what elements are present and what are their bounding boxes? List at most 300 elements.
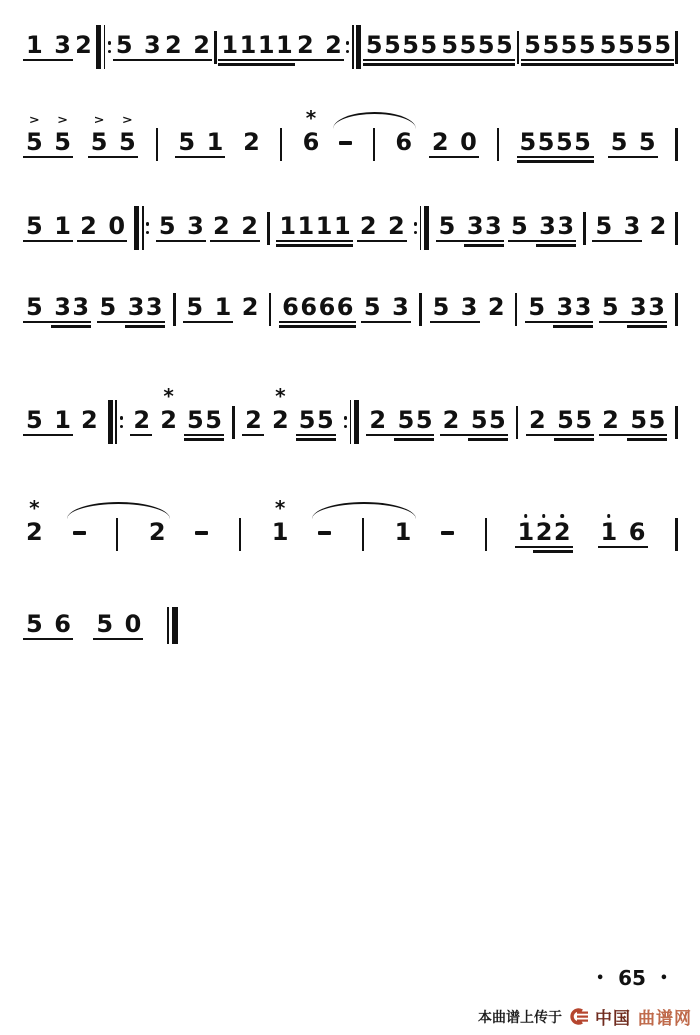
note-group <box>271 384 289 434</box>
note-group <box>529 408 592 432</box>
note: 5 <box>26 610 43 638</box>
note: 5 <box>415 406 433 434</box>
beam-underline <box>508 240 576 243</box>
beam-underline <box>599 321 667 324</box>
barline <box>116 518 119 551</box>
note-group <box>100 295 163 319</box>
note: 3 <box>648 293 665 321</box>
barline <box>517 31 520 64</box>
note: 6 <box>54 610 71 638</box>
note: 5 <box>363 293 381 321</box>
note: 3 <box>187 212 204 240</box>
note: 2 <box>241 293 258 321</box>
page-number <box>596 966 668 990</box>
thin-bar <box>352 25 354 69</box>
note: 1 <box>26 31 43 59</box>
note: 3 <box>623 212 640 240</box>
beam-underline <box>597 63 674 66</box>
note: 5 <box>402 31 419 59</box>
beam-underline <box>533 550 573 553</box>
score-line <box>26 214 678 250</box>
note: 1 <box>206 128 223 156</box>
note: 1 <box>297 212 314 240</box>
note: 6 <box>282 293 299 321</box>
thin-bar <box>167 607 169 644</box>
barline <box>362 518 365 551</box>
beam-underline <box>464 244 504 247</box>
score-line <box>26 612 678 644</box>
score-line <box>26 384 678 444</box>
note: 5 <box>26 406 43 434</box>
note-group <box>116 33 160 57</box>
thick-bar <box>134 206 139 250</box>
note-group <box>600 33 671 57</box>
watermark-prefix-text: 本曲谱上传于 <box>478 1009 562 1026</box>
beam-underline <box>366 434 434 437</box>
note-group <box>488 295 504 319</box>
beam-underline <box>279 325 356 328</box>
note: 0 <box>124 610 141 638</box>
note-group <box>369 408 432 432</box>
note: 3 <box>392 293 409 321</box>
repeat-dot <box>344 416 347 419</box>
note: 6 <box>395 128 412 156</box>
note: 2 <box>359 212 377 240</box>
note: 5 <box>365 31 383 59</box>
note: 2 <box>388 212 405 240</box>
dash-continuation <box>441 531 454 535</box>
note-group <box>160 384 177 434</box>
note: 5 <box>178 128 195 156</box>
note: 5 <box>186 293 203 321</box>
beam-underline <box>184 434 224 437</box>
note: 3 <box>630 293 647 321</box>
thick-bar <box>96 25 101 69</box>
thin-bar <box>420 206 422 250</box>
repeat-dot <box>344 425 347 428</box>
ornament-star-icon: * <box>29 496 40 520</box>
dash-continuation <box>339 141 352 145</box>
thin-bar <box>115 400 117 444</box>
score-line <box>26 33 678 69</box>
score-line <box>26 496 678 551</box>
note-group <box>242 295 258 319</box>
note-group <box>187 408 221 432</box>
repeat-start-barline <box>108 400 123 444</box>
note: 2 <box>241 212 258 240</box>
note: 2 <box>487 293 505 321</box>
note: 3 <box>54 31 71 59</box>
note-group <box>611 130 655 154</box>
beam-underline <box>210 240 260 243</box>
beam-underline <box>430 321 480 324</box>
beam-underline <box>438 63 515 66</box>
beam-underline <box>296 438 336 441</box>
score-line <box>26 295 678 326</box>
note: 5 <box>575 406 592 434</box>
barline <box>675 128 678 161</box>
note: 3 <box>574 293 591 321</box>
note: 3 <box>127 293 144 321</box>
page-number-dot-right: • <box>659 970 668 986</box>
note: 3 <box>145 293 163 321</box>
beam-underline <box>361 321 411 324</box>
barline <box>497 128 500 161</box>
note: 5 <box>459 31 476 59</box>
note: 0 <box>460 128 477 156</box>
note: 5 <box>26 212 43 240</box>
barline <box>675 31 678 64</box>
note: 2 <box>75 31 92 59</box>
note-group <box>159 214 203 238</box>
repeat-dots <box>146 206 149 250</box>
barline <box>280 128 283 161</box>
octave-dot-icon <box>560 514 564 518</box>
beam-underline <box>363 63 440 66</box>
beam-underline <box>438 59 515 62</box>
watermark-site-name-light: 曲谱网 <box>638 1004 692 1029</box>
note-group <box>395 520 411 544</box>
barline <box>675 212 678 245</box>
repeat-dot <box>146 231 149 234</box>
beam-underline <box>440 434 508 437</box>
repeat-dots <box>108 25 111 69</box>
repeat-dot <box>146 222 149 225</box>
beam-underline <box>23 321 91 324</box>
note-group <box>441 33 512 57</box>
barline <box>232 406 235 439</box>
note: 3 <box>556 293 573 321</box>
note: 5 <box>560 31 577 59</box>
note: 5 <box>441 31 458 59</box>
note: 5 <box>470 406 488 434</box>
beam-underline <box>294 59 344 62</box>
beam-underline <box>125 325 165 328</box>
note: 2 <box>369 406 386 434</box>
barline <box>516 406 519 439</box>
barline <box>239 518 242 551</box>
beam-underline <box>599 434 667 437</box>
beam-underline <box>363 59 440 62</box>
note-group <box>297 33 341 57</box>
note: 1 <box>239 31 256 59</box>
note: 3 <box>72 293 89 321</box>
note-group <box>602 295 665 319</box>
note: 5 <box>574 128 591 156</box>
note: 5 <box>636 31 653 59</box>
note-group <box>26 114 71 156</box>
beam-underline <box>162 59 212 62</box>
note-group <box>26 408 70 432</box>
beam-underline <box>597 59 674 62</box>
barline <box>675 293 678 326</box>
note-group <box>433 295 477 319</box>
barline <box>419 293 422 326</box>
ornament-star-icon: * <box>163 384 174 408</box>
note: 1 <box>333 212 351 240</box>
note-group <box>595 214 639 238</box>
repeat-dots <box>414 206 417 250</box>
thick-bar <box>172 607 178 644</box>
note: 2 <box>245 406 262 434</box>
note: 2 <box>602 406 619 434</box>
accent-icon: > <box>57 114 68 127</box>
note: 5 <box>524 31 541 59</box>
note: 5 <box>298 406 315 434</box>
note: 2 <box>536 520 552 544</box>
note-group <box>80 214 124 238</box>
note-group <box>650 214 666 238</box>
note: 2 * <box>26 496 43 546</box>
repeat-dots <box>120 400 123 444</box>
dash-continuation <box>73 531 86 535</box>
note: 0 <box>108 212 125 240</box>
note: 5 > <box>26 114 43 156</box>
note: 3 <box>466 212 484 240</box>
ornament-star-icon: * <box>305 106 316 130</box>
beam-underline <box>515 546 573 549</box>
note-group <box>90 114 136 156</box>
note: 5 <box>537 128 554 156</box>
note: 5 <box>557 406 574 434</box>
octave-dot-icon <box>524 514 528 518</box>
thick-bar <box>108 400 113 444</box>
repeat-end-barline <box>344 400 359 444</box>
note: 2 <box>148 518 166 546</box>
repeat-start-barline <box>134 206 149 250</box>
barline <box>485 518 488 551</box>
note-group <box>528 295 591 319</box>
beam-underline <box>598 546 648 549</box>
note: 5 <box>397 406 414 434</box>
beam-underline <box>429 156 479 159</box>
note-group <box>282 295 353 319</box>
note: 2 <box>442 406 459 434</box>
note: 1 <box>315 212 332 240</box>
note-group <box>271 496 288 546</box>
thin-bar <box>104 25 106 69</box>
note-group <box>149 520 165 544</box>
note-group <box>360 214 404 238</box>
ornament-star-icon: * <box>275 384 286 408</box>
ornament-star-icon: * <box>274 496 285 520</box>
beam-underline <box>521 59 598 62</box>
page-number-dot-left: • <box>596 970 605 986</box>
note: 5 <box>654 31 671 59</box>
repeat-dots <box>344 400 347 444</box>
note: 2 * <box>271 384 289 434</box>
note: 5 <box>96 610 113 638</box>
note: 5 <box>601 293 619 321</box>
beam-underline <box>592 240 642 243</box>
beam-underline <box>536 244 576 247</box>
note-group <box>96 612 140 636</box>
note: 3 <box>144 31 161 59</box>
note: 5 <box>187 406 204 434</box>
beam-underline <box>517 156 594 159</box>
barline <box>515 293 518 326</box>
site-logo-icon <box>569 1008 588 1025</box>
note: 5 <box>205 406 222 434</box>
note: 5 > <box>54 114 71 156</box>
barline <box>156 128 159 161</box>
note: 1 <box>518 520 534 544</box>
note: 5 <box>438 212 455 240</box>
note: 2 * <box>160 384 177 434</box>
note: 2 <box>649 212 666 240</box>
note: 5 <box>432 293 449 321</box>
repeat-dot <box>414 222 417 225</box>
note: 5 <box>477 31 495 59</box>
beam-underline <box>77 240 127 243</box>
note: 6 <box>336 293 353 321</box>
note-group <box>439 214 502 238</box>
note: 2 <box>213 212 230 240</box>
note-group <box>443 408 506 432</box>
note: 3 <box>54 293 71 321</box>
note: 3 <box>460 293 477 321</box>
note: 1 <box>221 31 238 59</box>
beam-underline <box>130 434 152 437</box>
note: 5 <box>595 212 612 240</box>
page-number-value: 65 <box>618 966 646 990</box>
thick-bar <box>424 206 429 250</box>
note-group <box>520 130 591 154</box>
dash-continuation <box>195 531 208 535</box>
barline <box>583 212 586 245</box>
beam-underline <box>23 59 73 62</box>
beam-underline <box>517 160 594 163</box>
beam-underline <box>436 240 504 243</box>
repeat-dot <box>108 41 111 44</box>
note-group <box>26 496 43 546</box>
note: 1 <box>394 518 411 546</box>
barline <box>675 518 678 551</box>
note: 5 <box>510 212 528 240</box>
beam-underline <box>608 156 658 159</box>
note-group <box>364 295 408 319</box>
beam-underline <box>23 434 73 437</box>
note: 1 <box>214 293 231 321</box>
note: 2 <box>296 31 314 59</box>
note: 6 <box>300 293 317 321</box>
watermark <box>478 1004 692 1029</box>
thick-bar <box>354 400 359 444</box>
note: 1 <box>276 31 293 59</box>
repeat-dot <box>108 50 111 53</box>
dash-continuation <box>318 531 331 535</box>
barline <box>267 212 270 245</box>
beam-underline <box>521 63 598 66</box>
note-group <box>524 33 595 57</box>
note: 1 <box>601 520 617 544</box>
note-group <box>26 612 70 636</box>
final-barline <box>167 607 178 644</box>
note: 5 <box>555 128 573 156</box>
note-group <box>81 408 97 432</box>
note: 1 <box>54 212 71 240</box>
barline <box>173 293 176 326</box>
beam-underline <box>218 59 295 62</box>
note: 5 <box>648 406 665 434</box>
note-group <box>602 408 665 432</box>
note-group <box>133 408 149 432</box>
beam-underline <box>113 59 163 62</box>
beam-underline <box>627 438 667 441</box>
beam-underline <box>23 240 73 243</box>
note: 6 * <box>302 106 319 156</box>
note-group <box>432 130 476 154</box>
note-group <box>213 214 257 238</box>
beam-underline <box>394 438 434 441</box>
note: 6 <box>628 518 645 546</box>
slur-arc <box>312 502 416 519</box>
note: 1 <box>257 31 275 59</box>
octave-dot-icon <box>607 514 611 518</box>
note: 5 <box>610 128 627 156</box>
note-group <box>279 214 350 238</box>
beam-underline <box>218 63 295 66</box>
beam-underline <box>554 438 594 441</box>
beam-underline <box>23 156 73 159</box>
repeat-dot <box>120 416 123 419</box>
beam-underline <box>184 438 224 441</box>
note-group <box>302 106 319 156</box>
beam-underline <box>468 438 508 441</box>
beam-underline <box>525 321 593 324</box>
note: 2 <box>431 128 449 156</box>
note: 5 <box>618 31 635 59</box>
score-line <box>26 106 678 161</box>
note: 5 > <box>90 114 107 156</box>
note-group <box>26 295 89 319</box>
note: 2 <box>165 31 182 59</box>
watermark-site-name-dark: 中国 <box>595 1009 631 1029</box>
note: 5 > <box>118 114 136 156</box>
note: 3 <box>539 212 556 240</box>
repeat-dot <box>346 41 349 44</box>
note: 3 <box>557 212 574 240</box>
note: 5 <box>384 31 401 59</box>
accent-icon: > <box>121 114 133 127</box>
note-group <box>518 520 571 544</box>
note-group <box>511 214 574 238</box>
beam-underline <box>183 321 233 324</box>
thick-bar <box>356 25 361 69</box>
note: 2 <box>243 128 260 156</box>
note: 2 <box>80 212 97 240</box>
repeat-end-barline <box>414 206 429 250</box>
note-group <box>26 33 70 57</box>
note-group <box>221 33 292 57</box>
accent-icon: > <box>93 114 105 127</box>
note: 6 <box>318 293 335 321</box>
note-group <box>395 130 411 154</box>
note: 2 <box>81 406 98 434</box>
note-group <box>601 520 645 544</box>
note-group <box>178 130 222 154</box>
barline <box>675 406 678 439</box>
repeat-start-barline <box>96 25 111 69</box>
note: 2 <box>554 520 570 544</box>
accent-icon: > <box>28 114 40 127</box>
note: 5 <box>420 31 437 59</box>
octave-dot-icon <box>542 514 546 518</box>
note: 2 <box>528 406 546 434</box>
repeat-dot <box>120 425 123 428</box>
note-group <box>75 33 91 57</box>
note-group <box>366 33 437 57</box>
